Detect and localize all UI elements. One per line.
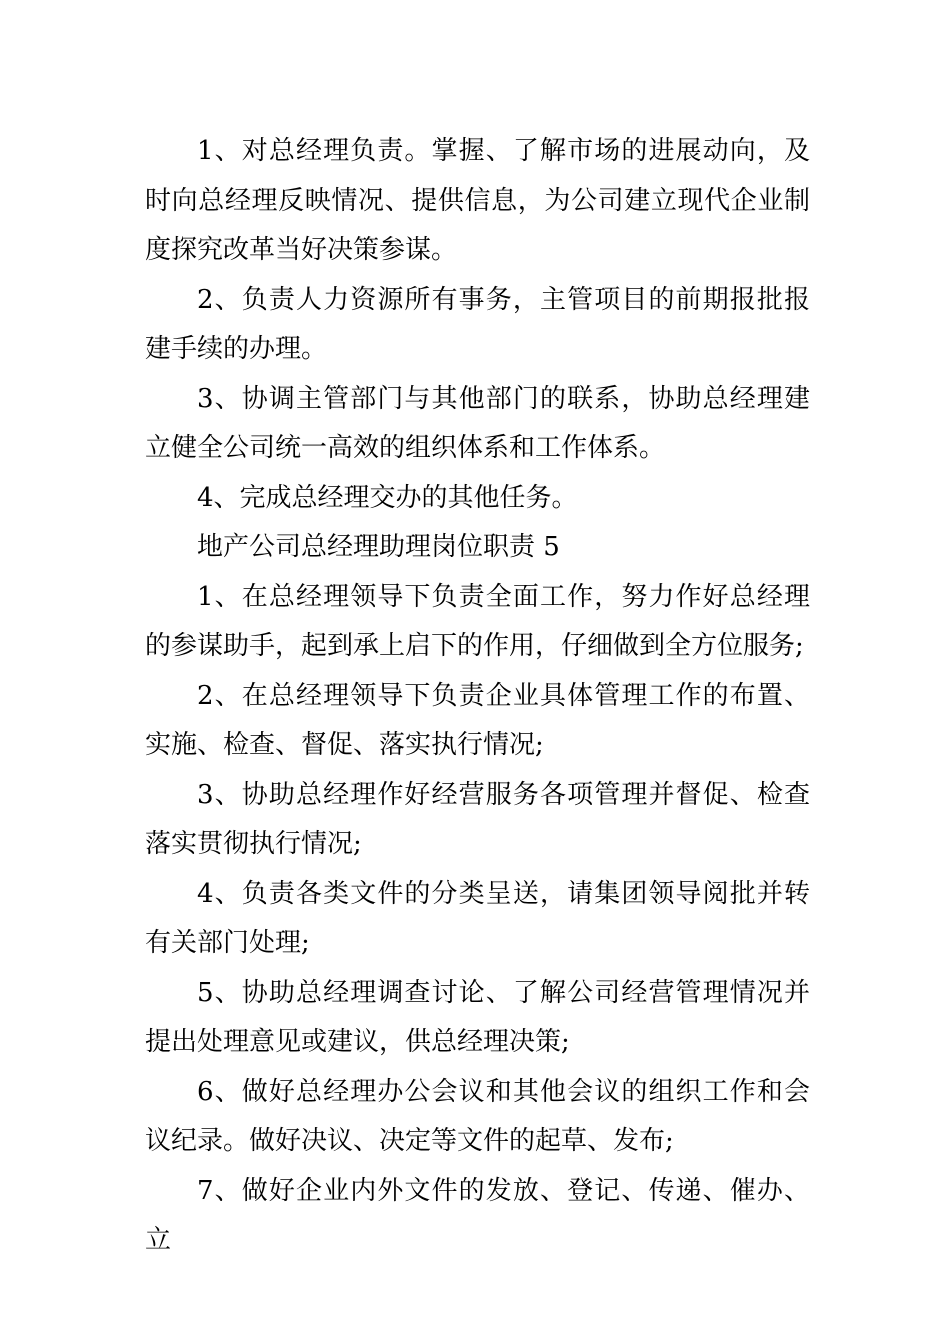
section-heading: 地产公司总经理助理岗位职责 5 bbox=[197, 532, 560, 562]
paragraph-section5-item-7: 7、做好企业内外文件的发放、登记、传递、催办、立 bbox=[145, 1175, 810, 1255]
document-body bbox=[145, 127, 810, 1266]
paragraph-section5-item-2: 2、在总经理领导下负责企业具体管理工作的布置、实施、检查、督促、落实执行情况; bbox=[145, 680, 810, 760]
paragraph-section5-item-5: 5、协助总经理调查讨论、了解公司经营管理情况并提出处理意见或建议，供总经理决策; bbox=[145, 977, 810, 1057]
paragraph-section5-item-1: 1、在总经理领导下负责全面工作，努力作好总经理的参谋助手，起到承上启下的作用，仔细做到全方位服务; bbox=[145, 581, 810, 661]
paragraph-duty-2: 2、负责人力资源所有事务，主管项目的前期报批报建手续的办理。 bbox=[145, 284, 810, 364]
paragraph-section5-item-6: 6、做好总经理办公会议和其他会议的组织工作和会议纪录。做好决议、决定等文件的起草、发布; bbox=[145, 1076, 810, 1156]
paragraph-section5-item-4: 4、负责各类文件的分类呈送，请集团领导阅批并转有关部门处理; bbox=[145, 878, 810, 958]
paragraph-duty-3: 3、协调主管部门与其他部门的联系，协助总经理建立健全公司统一高效的组织体系和工作体系。 bbox=[145, 383, 810, 463]
paragraph-duty-1: 1、对总经理负责。掌握、了解市场的进展动向，及时向总经理反映情况、提供信息，为公司建立现代企业制度探究改革当好决策参谋。 bbox=[145, 136, 810, 265]
paragraph-section5-item-3: 3、协助总经理作好经营服务各项管理并督促、检查落实贯彻执行情况; bbox=[145, 779, 810, 859]
paragraph-duty-4: 4、完成总经理交办的其他任务。 bbox=[197, 482, 578, 513]
